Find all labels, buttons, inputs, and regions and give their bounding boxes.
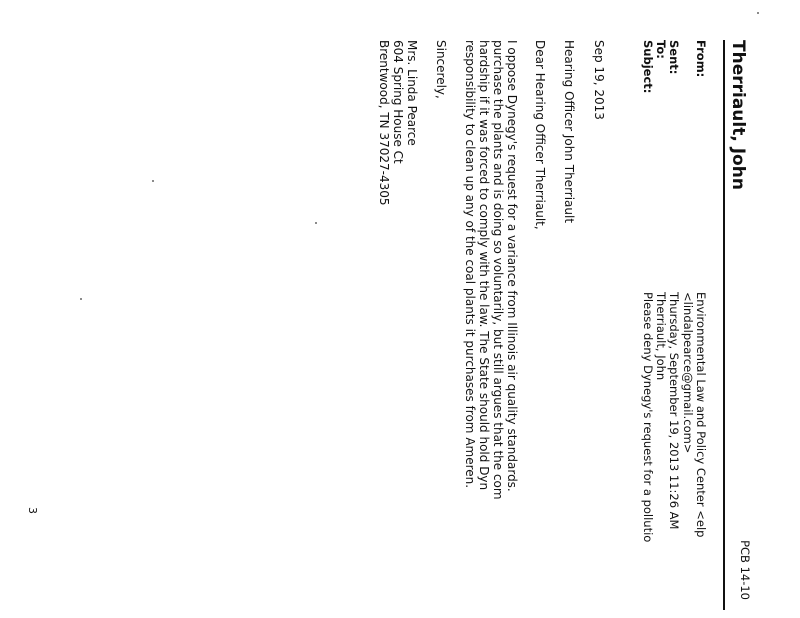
subject-label: Subject:	[641, 40, 655, 94]
scan-speck	[315, 222, 317, 224]
signature-name: Mrs. Linda Pearce	[405, 40, 419, 146]
scan-speck	[757, 12, 759, 14]
subject-value: Please deny Dynegy's request for a pollutio	[641, 292, 655, 543]
pcb-reference: PCB 14-10	[738, 540, 752, 600]
scan-speck	[80, 298, 82, 300]
letter-date: Sep 19, 2013	[592, 40, 606, 120]
sent-label: Sent:	[667, 40, 681, 75]
body-line: I oppose Dynegy's request for a variance from Illinois air quality standards.	[505, 40, 519, 492]
body-line: hardship if it was forced to comply with the law. The State should hold Dyn	[477, 40, 491, 491]
sent-value: Thursday, September 19, 2013 11:26 AM	[667, 292, 681, 530]
from-value: Environmental Law and Policy Center <elp	[694, 292, 708, 538]
from-email-value: <lindalpearce@gmail.com>	[681, 292, 695, 454]
to-label: To:	[654, 40, 668, 59]
recipient-line: Hearing Officer John Therriault	[562, 40, 576, 224]
body-line: responsibility to clean up any of the coal plants it purchases from Ameren.	[463, 40, 477, 489]
from-label: From:	[694, 40, 708, 78]
email-heading: Therriault, John	[728, 40, 748, 190]
salutation: Dear Hearing Officer Therriault,	[533, 40, 547, 230]
scan-speck	[152, 180, 154, 182]
to-value: Therriault, John	[654, 292, 668, 381]
page-number: 3	[26, 507, 39, 514]
rotated-letter	[26, 40, 752, 610]
signature-city: Brentwood, TN 37027-4305	[377, 40, 391, 206]
heading-rule	[723, 40, 725, 610]
closing: Sincerely,	[434, 40, 448, 99]
body-line: purchase the plants and is doing so voluntarily, but still argues that the com	[491, 40, 505, 500]
signature-street: 604 Spring House Ct	[391, 40, 405, 164]
